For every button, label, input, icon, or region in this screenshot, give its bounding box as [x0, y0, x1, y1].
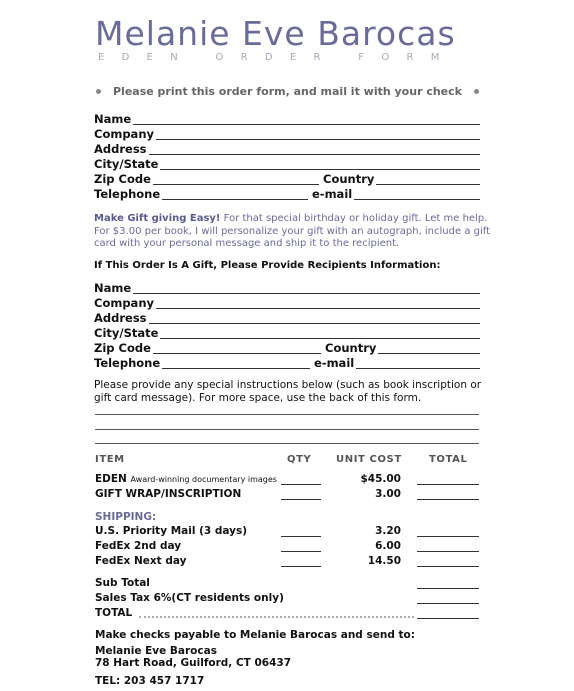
recipient-address-field[interactable]	[94, 311, 480, 326]
recipient-heading: If This Order Is A Gift, Please Provide Recipients Information:	[94, 260, 441, 271]
city-line	[158, 169, 480, 170]
fedex2-qty-line[interactable]	[281, 551, 321, 552]
recipient-name-label: Name	[94, 281, 132, 295]
buyer-name-field[interactable]	[94, 112, 480, 127]
subtotal-label: Sub Total	[95, 577, 150, 589]
payee-telephone: TEL: 203 457 1717	[95, 675, 205, 687]
recipient-zip-field[interactable]	[94, 341, 480, 356]
header-qty: QTY	[287, 454, 312, 465]
address-line	[144, 323, 480, 324]
buyer-company-field[interactable]	[94, 127, 480, 142]
buyer-email-label: e-mail	[312, 187, 353, 201]
city-line	[158, 338, 480, 339]
item-fedex-2nd-day: FedEx 2nd day	[95, 540, 182, 552]
bullet-icon	[96, 89, 101, 94]
telephone-line	[160, 199, 308, 200]
buyer-address-label: Address	[94, 142, 147, 156]
zip-line	[149, 184, 319, 185]
country-line	[374, 184, 480, 185]
item-eden-note: Award-winning documentary images	[130, 475, 277, 484]
payee-name: Melanie Eve Barocas	[95, 645, 217, 657]
gift-paragraph	[94, 213, 494, 251]
payable-text: Make checks payable to Melanie Barocas and send to:	[95, 629, 415, 641]
priority-total-line[interactable]	[417, 536, 479, 537]
gift-text: For that special birthday or holiday gift. Let me help. For $3.00 per book, I will personalize your gift with an autograph, include a gift card with your personal message and ship it to the recipient.	[94, 213, 491, 249]
header-total: TOTAL	[429, 454, 468, 465]
priority-cost: 3.20	[375, 525, 401, 537]
recipient-city-label: City/State	[94, 326, 159, 340]
recipient-telephone-label: Telephone	[94, 356, 161, 370]
buyer-city-label: City/State	[94, 157, 159, 171]
priority-qty-line[interactable]	[281, 536, 321, 537]
subtotal-line[interactable]	[417, 588, 479, 589]
fedex2-total-line[interactable]	[417, 551, 479, 552]
email-line	[356, 368, 480, 369]
buyer-address-field[interactable]	[94, 142, 480, 157]
recipient-address-label: Address	[94, 311, 147, 325]
item-priority-mail: U.S. Priority Mail (3 days)	[95, 525, 248, 537]
shipping-label: SHIPPING:	[95, 511, 157, 523]
buyer-name-label: Name	[94, 112, 132, 126]
buyer-company-label: Company	[94, 127, 154, 141]
item-giftwrap: GIFT WRAP/INSCRIPTION	[95, 488, 242, 500]
header-item: ITEM	[95, 454, 125, 465]
eden-total-line[interactable]	[417, 484, 479, 485]
total-dotted-leader	[139, 616, 414, 618]
telephone-line	[160, 368, 310, 369]
sales-tax-line[interactable]	[417, 603, 479, 604]
instruction-text: Please print this order form, and mail it with your check	[113, 85, 462, 98]
page-subtitle: EDEN ORDER FORM	[98, 52, 457, 63]
buyer-telephone-field[interactable]	[94, 187, 480, 202]
fedexnext-cost: 14.50	[367, 555, 401, 567]
company-line	[144, 139, 480, 140]
recipient-city-field[interactable]	[94, 326, 480, 341]
recipient-company-label: Company	[94, 296, 154, 310]
giftwrap-total-line[interactable]	[417, 499, 479, 500]
recipient-telephone-field[interactable]	[94, 356, 480, 371]
giftwrap-qty-line[interactable]	[281, 499, 321, 500]
buyer-zip-label: Zip Code	[94, 172, 151, 186]
special-instructions-text: Please provide any special instructions below (such as book inscription or gift card message). For more space, use the back of this form.	[94, 379, 482, 404]
fedexnext-total-line[interactable]	[417, 566, 479, 567]
instructions-line-3[interactable]	[95, 443, 479, 444]
recipient-email-label: e-mail	[314, 356, 355, 370]
company-line	[144, 308, 480, 309]
item-eden-name: EDEN	[95, 473, 127, 485]
payee-address: 78 Hart Road, Guilford, CT 06437	[95, 657, 292, 669]
country-line	[376, 353, 480, 354]
buyer-country-label: Country	[323, 172, 375, 186]
page-title: Melanie Eve Barocas	[95, 14, 456, 53]
sales-tax-label: Sales Tax 6%(CT residents only)	[95, 592, 284, 604]
address-line	[144, 154, 480, 155]
fedexnext-qty-line[interactable]	[281, 566, 321, 567]
eden-cost: $45.00	[360, 473, 401, 485]
buyer-zip-field[interactable]	[94, 172, 480, 187]
name-line	[124, 293, 480, 294]
item-eden	[95, 473, 277, 485]
total-label: TOTAL	[95, 607, 133, 619]
email-line	[354, 199, 480, 200]
recipient-zip-label: Zip Code	[94, 341, 151, 355]
buyer-city-field[interactable]	[94, 157, 480, 172]
giftwrap-cost: 3.00	[375, 488, 401, 500]
zip-line	[149, 353, 321, 354]
name-line	[124, 124, 480, 125]
item-fedex-next-day: FedEx Next day	[95, 555, 187, 567]
instructions-line-2[interactable]	[95, 429, 479, 430]
bullet-icon	[474, 89, 479, 94]
buyer-telephone-label: Telephone	[94, 187, 161, 201]
recipient-country-label: Country	[325, 341, 377, 355]
recipient-company-field[interactable]	[94, 296, 480, 311]
instructions-line-1[interactable]	[95, 414, 479, 415]
recipient-name-field[interactable]	[94, 281, 480, 296]
total-line[interactable]	[417, 618, 479, 619]
fedex2-cost: 6.00	[375, 540, 401, 552]
gift-lead: Make Gift giving Easy!	[94, 213, 221, 224]
header-unit-cost: UNIT COST	[336, 454, 402, 465]
instruction-line	[94, 85, 481, 98]
eden-qty-line[interactable]	[281, 484, 321, 485]
